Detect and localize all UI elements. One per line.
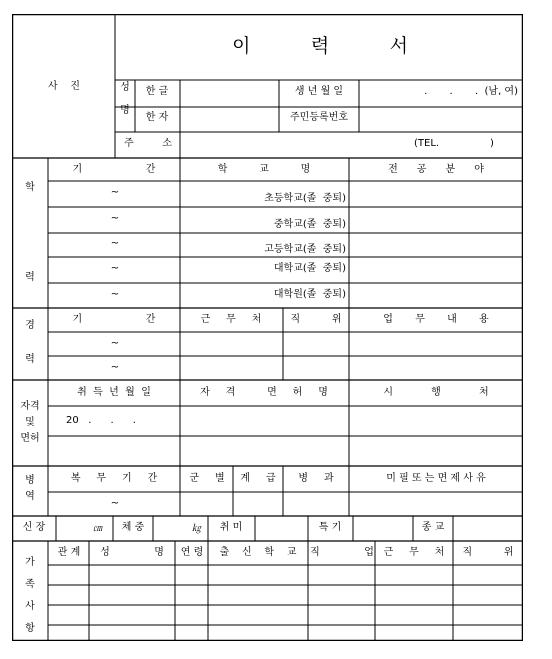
family-position-header: 직 위: [462, 547, 514, 558]
hobby-label: 취 미: [219, 522, 243, 533]
family-workplace-header: 근 무 처: [383, 547, 445, 558]
name-hanja-field[interactable]: [181, 108, 278, 131]
birth-value[interactable]: . . . (남, 여): [424, 86, 518, 97]
military-exemption-header: 미 필 또 는 면 제 사 유: [386, 473, 486, 484]
license-date-header: 취 득 년 월 일: [77, 387, 151, 398]
education-major-header: 전 공 분 야: [388, 164, 484, 175]
career-workplace-header: 근 무 처: [200, 314, 262, 325]
career-side-top: 경: [25, 320, 35, 331]
kg-unit: ㎏: [192, 524, 202, 534]
name-hangul-field[interactable]: [181, 81, 278, 106]
military-tilde: ~: [110, 498, 120, 509]
id-number-label: 주민등록번호: [290, 112, 348, 123]
education-school-header: 학 교 명: [217, 164, 311, 175]
license-side-2: 및: [25, 417, 35, 428]
family-name-header: 성 명: [100, 547, 164, 558]
education-school-5: 대학원(졸 중퇴): [273, 289, 346, 300]
family-side-1: 가: [25, 557, 35, 568]
military-branch-header: 군 별: [189, 473, 225, 484]
hangul-label: 한 글: [145, 86, 169, 97]
height-label: 신 장: [22, 522, 46, 533]
military-rank-header: 계 급: [240, 473, 276, 484]
education-tilde-4: ~: [110, 263, 120, 274]
career-tilde-2: ~: [110, 362, 120, 373]
hanja-label: 한 자: [145, 112, 169, 123]
license-issuer-header: 시 행 처: [383, 387, 489, 398]
photo-label: 사 진: [47, 81, 81, 92]
education-period-header: 기 간: [72, 164, 156, 175]
military-period-header: 복 무 기 간: [70, 473, 158, 484]
family-side-3: 사: [25, 601, 35, 612]
career-position-header: 직 위: [290, 314, 342, 325]
religion-label: 종 교: [421, 522, 445, 533]
education-side-top: 학: [25, 182, 35, 193]
special-skill-label: 특 기: [318, 522, 342, 533]
education-tilde-1: ~: [110, 187, 120, 198]
family-school-header: 출 신 학 교: [219, 547, 297, 558]
id-number-field[interactable]: [360, 108, 522, 131]
military-side-2: 역: [25, 491, 35, 502]
career-period-header: 기 간: [72, 314, 156, 325]
resume-form: [12, 14, 523, 641]
career-tilde-1: ~: [110, 338, 120, 349]
family-age-header: 연 령: [180, 547, 204, 558]
family-relation-header: 관 계: [57, 547, 81, 558]
name-char-1: 성: [120, 82, 130, 93]
license-side-3: 면허: [20, 433, 40, 444]
career-side-bottom: 력: [25, 354, 35, 365]
license-side-1: 자격: [20, 401, 40, 412]
cm-unit: ㎝: [93, 524, 103, 534]
family-side-2: 족: [25, 579, 35, 590]
license-name-header: 자 격 면 허 명: [200, 387, 328, 398]
career-duty-header: 업 무 내 용: [383, 314, 489, 325]
military-specialty-header: 병 과: [298, 473, 334, 484]
education-school-3: 고등학교(졸 중퇴): [264, 244, 346, 255]
education-school-2: 중학교(졸 중퇴): [273, 219, 346, 230]
education-school-4: 대학교(졸 중퇴): [273, 263, 346, 274]
family-job-header: 직 업: [310, 547, 374, 558]
address-label: 주 소: [124, 138, 172, 149]
birth-label: 생 년 월 일: [294, 86, 344, 97]
education-school-1: 초등학교(졸 중퇴): [264, 193, 346, 204]
tel-label[interactable]: (TEL. ): [414, 138, 494, 149]
education-tilde-3: ~: [110, 238, 120, 249]
document-title: 이 력 서: [232, 35, 408, 57]
military-side-1: 병: [25, 475, 35, 486]
family-side-4: 항: [25, 623, 35, 634]
education-tilde-2: ~: [110, 213, 120, 224]
name-char-2: 명: [120, 105, 130, 116]
education-side-bottom: 력: [25, 272, 35, 283]
weight-label: 체 중: [121, 522, 145, 533]
education-tilde-5: ~: [110, 289, 120, 300]
license-date-value[interactable]: 20 . . .: [66, 415, 136, 426]
